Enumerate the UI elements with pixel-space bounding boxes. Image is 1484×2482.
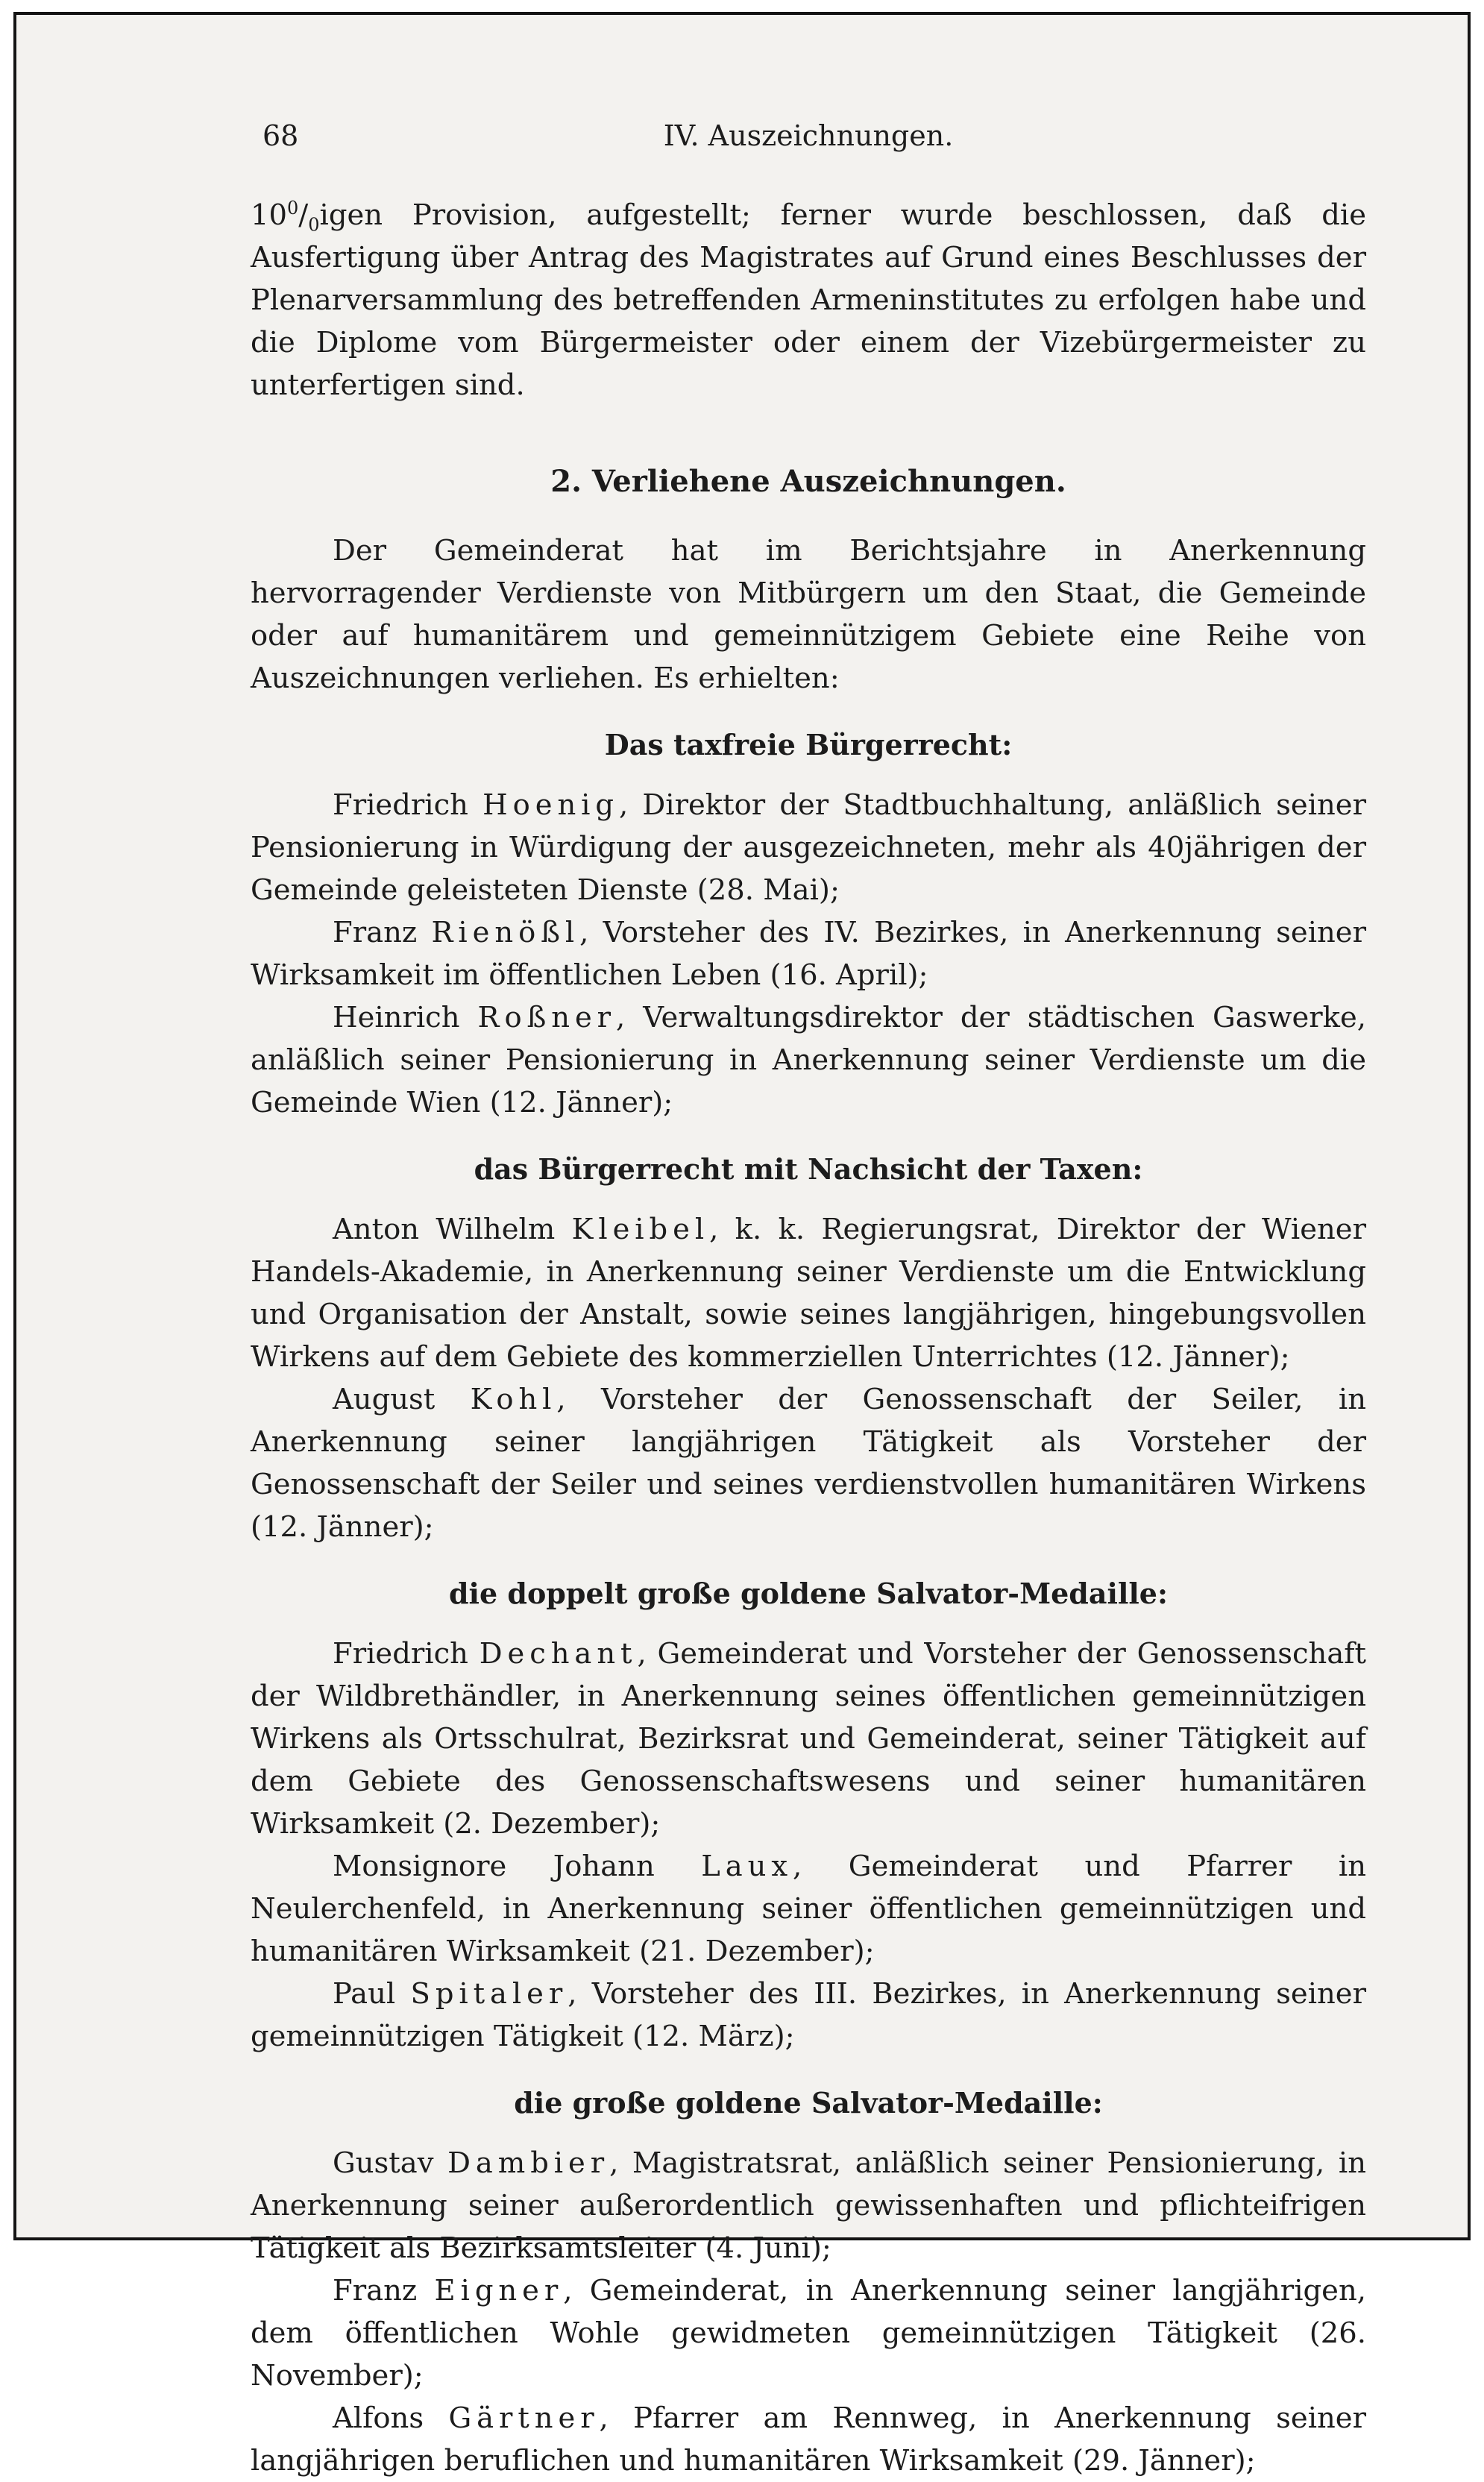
award-entry xyxy=(251,2269,1366,2397)
surname: Dechant xyxy=(479,1637,638,1671)
percent-sup: 0 xyxy=(287,198,299,219)
given-name: Gustav xyxy=(333,2146,434,2180)
given-name: Friedrich xyxy=(333,1637,468,1671)
award-entry xyxy=(251,1845,1366,1973)
entry-text: , Vorsteher des III. Bezirkes, in Anerkennung seiner gemeinnützigen Tätigkeit (12. März); xyxy=(251,1977,1366,2053)
award-entry xyxy=(251,1208,1366,1378)
award-entry xyxy=(251,2397,1366,2482)
given-name: Monsignore Johann xyxy=(333,1850,655,1883)
award-entry xyxy=(251,911,1366,996)
percent-sub: 0 xyxy=(308,214,320,236)
scanned-page xyxy=(13,12,1471,2478)
entry-text: , Pfarrer am Rennweg, in Anerkennung seiner langjährigen beruflichen und humanitären Wirksamkeit (29. Jänner); xyxy=(251,2401,1366,2478)
surname: Rienößl xyxy=(431,916,580,949)
award-heading: die große goldene Salvator-Medaille: xyxy=(514,2086,1103,2120)
entry-text: , k. k. Regierungsrat, Direktor der Wiener Handels-Akademie, in Anerkennung seiner Verdienste um die Entwicklung und Organisation der Anstalt, sowie seines langjährigen, hingebungsvollen Wirkens auf dem Gebiete des kommerziellen Unterrichtes (12. Jänner); xyxy=(251,1213,1366,1374)
award-entry xyxy=(251,996,1366,1124)
given-name: Alfons xyxy=(333,2401,424,2435)
award-entry xyxy=(251,1633,1366,1845)
entry-text: , Gemeinderat, in Anerkennung seiner langjährigen, dem öffentlichen Wohle gewidmeten gemeinnützigen Tätigkeit (26. November); xyxy=(251,2274,1366,2393)
entry-text: , Gemeinderat und Pfarrer in Neulerchenfeld, in Anerkennung seiner öffentlichen gemeinnützigen und humanitären Wirksamkeit (21. Dezember); xyxy=(251,1850,1366,1968)
given-name: Heinrich xyxy=(333,1001,460,1034)
page-number: 68 xyxy=(262,119,299,152)
given-name: Franz xyxy=(333,2274,418,2307)
given-name: Friedrich xyxy=(333,788,468,822)
award-heading: das Bürgerrecht mit Nachsicht der Taxen: xyxy=(474,1152,1143,1186)
given-name: Paul xyxy=(333,1977,396,2011)
running-head xyxy=(251,119,1366,164)
entry-text: , Vorsteher der Genossenschaft der Seiler, in Anerkennung seiner langjährigen Tätigkeit als Vorsteher der Genossenschaft der Seiler und seines verdienstvollen humanitären Wirkens (12. Jänner); xyxy=(251,1383,1366,1544)
award-entry xyxy=(251,2142,1366,2269)
given-name: Anton Wilhelm xyxy=(333,1213,556,1246)
surname: Laux xyxy=(701,1850,793,1883)
award-heading: Das taxfreie Bürgerrecht: xyxy=(604,728,1013,761)
surname: Kohl xyxy=(470,1383,557,1416)
given-name: Franz xyxy=(333,916,418,949)
surname: Gärtner xyxy=(448,2401,600,2435)
intro-text: igen Provision, aufgestellt; ferner wurde beschlossen, daß die Ausfertigung über Antrag des Magistrates auf Grund eines Beschlusses der Plenarversammlung des betreffenden Armeninstitutes zu erfolgen habe und die Diplome vom Bürgermeister oder einem der Vizebürgermeister zu unterfertigen sind. xyxy=(251,198,1366,402)
surname: Roßner xyxy=(477,1001,616,1034)
section-heading: 2. Verliehene Auszeichnungen. xyxy=(550,464,1066,499)
entry-text: , Vorsteher des IV. Bezirkes, in Anerkennung seiner Wirksamkeit im öffentlichen Leben (16. April); xyxy=(251,916,1366,992)
entry-text: , Verwaltungsdirektor der städtischen Gaswerke, anläßlich seiner Pensionierung in Anerkennung seiner Verdienste um die Gemeinde Wien (12. Jänner); xyxy=(251,1001,1366,1119)
award-heading: die doppelt große goldene Salvator-Medaille: xyxy=(448,1577,1169,1610)
surname: Dambier xyxy=(447,2146,610,2180)
given-name: August xyxy=(333,1383,436,1416)
surname: Spitaler xyxy=(410,1977,568,2011)
award-entry xyxy=(251,784,1366,911)
surname: Hoenig xyxy=(482,788,619,822)
entry-text: , Direktor der Stadtbuchhaltung, anläßlich seiner Pensionierung in Würdigung der ausgezeichneten, mehr als 40jährigen der Gemeinde geleisteten Dienste (28. Mai); xyxy=(251,788,1366,907)
surname: Eigner xyxy=(434,2274,564,2307)
entry-text: , Gemeinderat und Vorsteher der Genossenschaft der Wildbrethändler, in Anerkennung seines öffentlichen gemeinnützigen Wirkens als Ortsschulrat, Bezirksrat und Gemeinderat, seiner Tätigkeit auf dem Gebiete des Genossenschaftswesens und seiner humanitären Wirksamkeit (2. Dezember); xyxy=(251,1637,1366,1841)
running-title: IV. Auszeichnungen. xyxy=(663,119,954,152)
award-entry xyxy=(251,1973,1366,2058)
page-content xyxy=(251,119,1366,2482)
section-intro: Der Gemeinderat hat im Berichtsjahre in Anerkennung hervorragender Verdienste von Mitbürgern um den Staat, die Gemeinde oder auf humanitärem und gemeinnützigem Gebiete eine Reihe von Auszeichnungen verliehen. Es erhielten: xyxy=(251,534,1366,695)
surname: Kleibel xyxy=(571,1213,710,1246)
intro-paragraph: $10^0/_0igen$ Provision, aufgestellt; ferner wurde beschlossen, daß die Ausfertigung über Antrag des Magistrates auf Grund eines Beschlusses der Plenarversammlung des betreffenden Armeninstitutes zu erfolgen habe und die Diplome vom Bürgermeister oder einem der Vizebürgermeister zu unterfertigen sind. xyxy=(251,198,1366,402)
percent-number: 10 xyxy=(251,198,287,232)
entry-text: , Magistratsrat, anläßlich seiner Pensionierung, in Anerkennung seiner außerordentlich gewissenhaften und pflichteifrigen Tätigkeit als Bezirksamtsleiter (4. Juni); xyxy=(251,2146,1366,2265)
award-entry xyxy=(251,1378,1366,1548)
